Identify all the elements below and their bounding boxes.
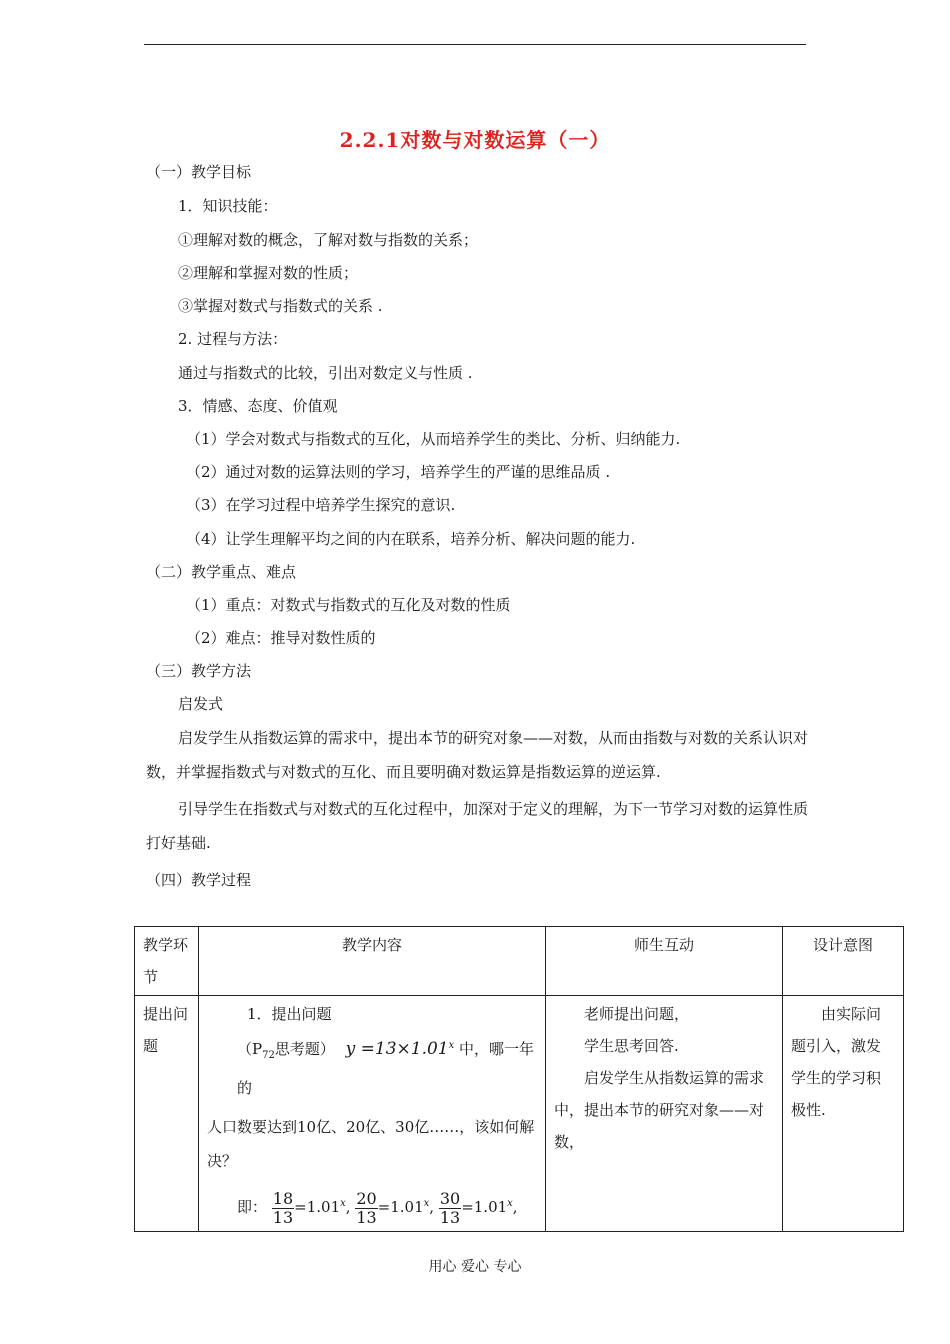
method-name: 启发式 [178,695,224,713]
equation-exponent: x [507,1198,513,1209]
equation-rhs: =1.01 [294,1198,341,1216]
values-item: （1）学会对数式与指数式的互化，从而培养学生的类比、分析、归纳能力. [186,430,681,448]
intent-text: 由实际问题引入，激发学生的学习积极性. [791,1005,882,1119]
keypoint-item: （1）重点：对数式与指数式的互化及对数的性质 [186,596,511,614]
section-heading-method: （三）教学方法 [146,662,252,680]
process-text: 通过与指数式的比较，引出对数定义与性质 . [178,364,473,382]
interaction-line: 学生思考回答. [584,1037,679,1055]
table-header-cell: 师生互动 [546,927,783,996]
section-heading-keypoints: （二）教学重点、难点 [146,563,297,581]
teaching-process-table [134,926,904,1232]
interaction-cell [546,996,783,1232]
goal-item: ①理解对数的概念，了解对数与指数的关系； [178,231,479,249]
page-title: 2.2.1对数与对数运算（一） [339,128,611,152]
equation-exponent: x [340,1198,346,1209]
fraction: $\frac{18}{13}$ [272,1188,294,1227]
table-header-cell: 设计意图 [783,927,904,996]
content-title: 1．提出问题 [247,1005,332,1023]
table-header-cell: 教学环节 [135,927,199,996]
values-item: （2）通过对数的运算法则的学习，培养学生的严谨的思维品质 . [186,463,611,481]
section-heading-goals: （一）教学目标 [146,163,252,181]
fraction: $\frac{30}{13}$ [439,1188,461,1227]
intent-cell [783,996,904,1232]
formula: y =13×1.01 [345,1039,449,1059]
header-rule [144,44,806,45]
subheading-process: 2. 过程与方法： [178,330,288,348]
formula-exponent: x [448,1040,455,1051]
method-paragraph: 启发学生从指数运算的需求中，提出本节的研究对象——对数，从而由指数与对数的关系认识对数，并掌握指数式与对数式的互化、而且要明确对数运算是指数运算的逆运算. [146,729,809,781]
page-footer: 用心 爱心 专心 [428,1259,522,1275]
ref-prefix: （P [237,1040,263,1058]
goal-item: ②理解和掌握对数的性质； [178,264,359,282]
method-paragraph: 引导学生在指数式与对数式的互化过程中，加深对于定义的理解，为下一节学习对数的运算性质打好基础. [146,800,809,852]
equation-rhs: =1.01 [377,1198,424,1216]
subheading-knowledge: 1．知识技能： [178,197,278,215]
goal-item: ③掌握对数式与指数式的关系 . [178,297,383,315]
equation-line: 即： $\frac{18}{13}$ $=1.01^x$, $\frac{20}{13}$ $=1.01^x$, $\frac{30}{13}$ $=1.01^x$, [237,1188,518,1227]
subheading-values: 3．情感、态度、价值观 [178,397,338,415]
table-row [135,996,904,1232]
interaction-line: 启发学生从指数运算的需求中，提出本节的研究对象——对数， [554,1069,765,1151]
content-question [207,1030,537,1104]
table-header-row [135,927,904,996]
values-item: （3）在学习过程中培养学生探究的意识. [186,496,456,514]
keypoint-item: （2）难点：推导对数性质的 [186,629,376,647]
values-item: （4）让学生理解平均之间的内在联系，培养分析、解决问题的能力. [186,530,636,548]
equation-rhs: =1.01 [461,1198,508,1216]
section-heading-process: （四）教学过程 [146,871,252,889]
ref-suffix: 思考题） [274,1040,335,1058]
fraction: $\frac{20}{13}$ [356,1188,377,1227]
equation-exponent: x [423,1198,430,1209]
question-mid: 中，哪一年的 [237,1040,535,1097]
content-cell [199,996,546,1232]
ref-page: 72 [262,1050,275,1061]
stage-cell: 提出问题 [135,996,199,1232]
question-text: 人口数要达到10亿、20亿、30亿……，该如何解决？ [207,1118,535,1170]
interaction-line: 老师提出问题， [584,1005,690,1023]
ji-label: 即： [237,1198,268,1216]
table-header-cell: 教学内容 [199,927,546,996]
